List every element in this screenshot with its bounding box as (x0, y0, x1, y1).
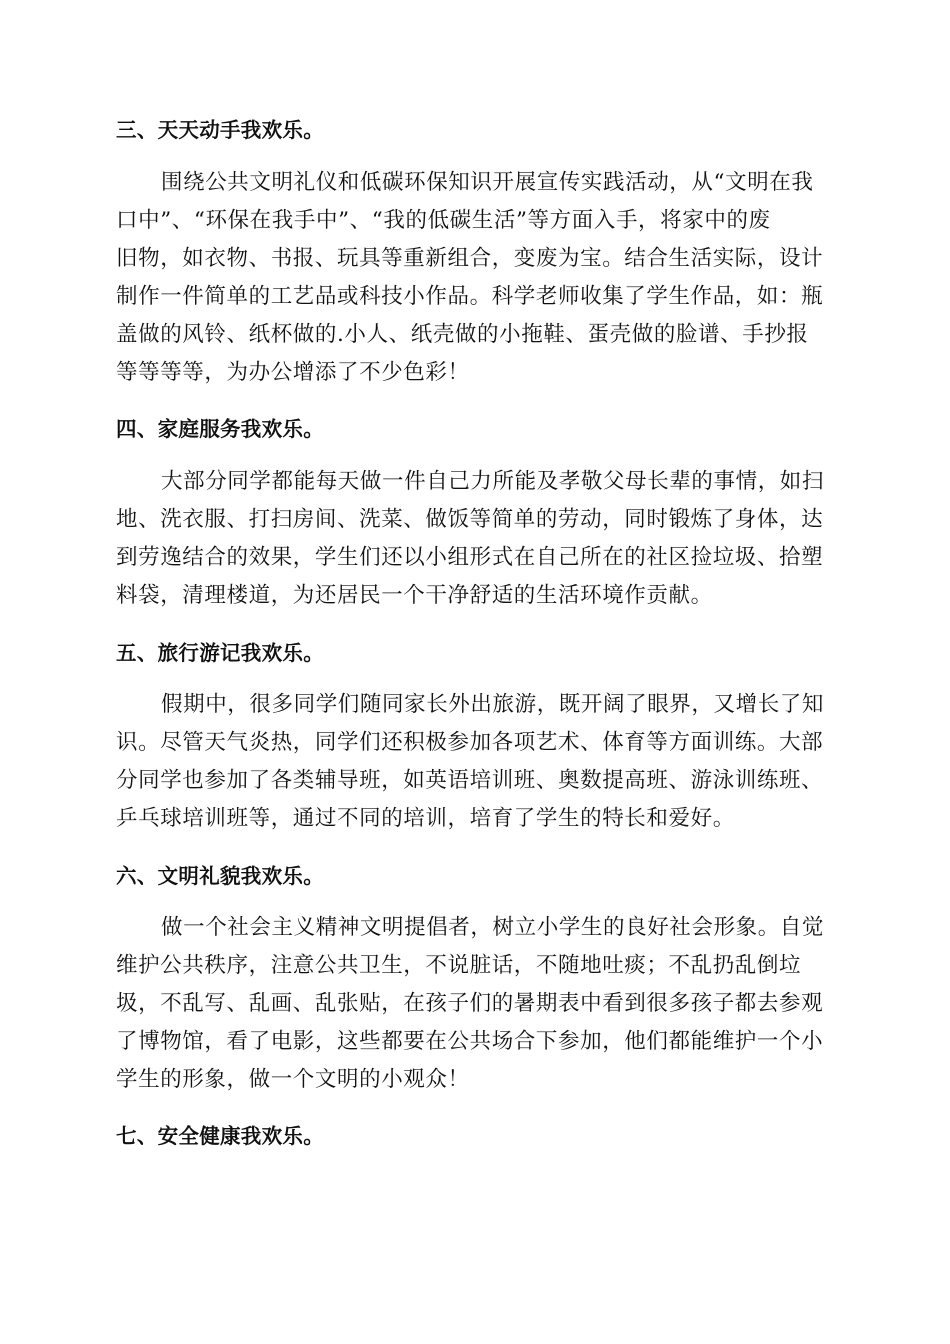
paragraph-line: 口中”、“环保在我手中”、“我的低碳生活”等方面入手，将家中的废 (116, 208, 771, 233)
paragraph-line: 料袋，清理楼道，为还居民一个干净舒适的生活环境作贡献。 (116, 583, 713, 608)
paragraph-line: 了博物馆，看了电影，这些都要在公共场合下参加，他们都能维护一个小 (116, 1029, 824, 1054)
paragraph-line: 到劳逸结合的效果，学生们还以小组形式在自己所在的社区捡垃圾、拾塑 (116, 545, 824, 570)
paragraph-line: 假期中，很多同学们随同家长外出旅游，既开阔了眼界，又增长了知 (161, 692, 825, 717)
paragraph-line: 围绕公共文明礼仪和低碳环保知识开展宣传实践活动，从“文明在我 (161, 170, 814, 195)
section-heading: 三、天天动手我欢乐。 (116, 118, 324, 142)
section-heading: 五、旅行游记我欢乐。 (116, 641, 324, 665)
paragraph-line: 圾，不乱写、乱画、乱张贴，在孩子们的暑期表中看到很多孩子都去参观 (116, 991, 824, 1016)
paragraph-line: 乒乓球培训班等，通过不同的培训，培育了学生的特长和爱好。 (116, 806, 735, 831)
paragraph-line: 地、洗衣服、打扫房间、洗菜、做饭等简单的劳动，同时锻炼了身体，达 (116, 507, 824, 532)
paragraph-line: 大部分同学都能每天做一件自己力所能及孝敬父母长辈的事情，如扫 (161, 469, 825, 494)
paragraph-line: 做一个社会主义精神文明提倡者，树立小学生的良好社会形象。自觉 (161, 915, 825, 940)
paragraph-line: 识。尽管天气炎热，同学们还积极参加各项艺术、体育等方面训练。大部 (116, 730, 824, 755)
section-heading: 六、文明礼貌我欢乐。 (116, 864, 324, 888)
paragraph-line: 维护公共秩序，注意公共卫生，不说脏话，不随地吐痰；不乱扔乱倒垃 (116, 953, 802, 978)
paragraph-line: 学生的形象，做一个文明的小观众！ (116, 1067, 470, 1092)
paragraph-line: 等等等等，为办公增添了不少色彩！ (116, 360, 470, 385)
paragraph-line: 旧物，如衣物、书报、玩具等重新组合，变废为宝。结合生活实际，设计 (116, 246, 824, 271)
paragraph-line: 制作一件简单的工艺品或科技小作品。科学老师收集了学生作品，如：瓶 (116, 284, 824, 309)
section-heading: 四、家庭服务我欢乐。 (116, 417, 324, 441)
paragraph-line: 盖做的风铃、纸杯做的.小人、纸壳做的小拖鞋、蛋壳做的脸谱、手抄报 (116, 322, 809, 347)
section-heading: 七、安全健康我欢乐。 (116, 1124, 324, 1148)
paragraph-line: 分同学也参加了各类辅导班，如英语培训班、奥数提高班、游泳训练班、 (116, 768, 824, 793)
